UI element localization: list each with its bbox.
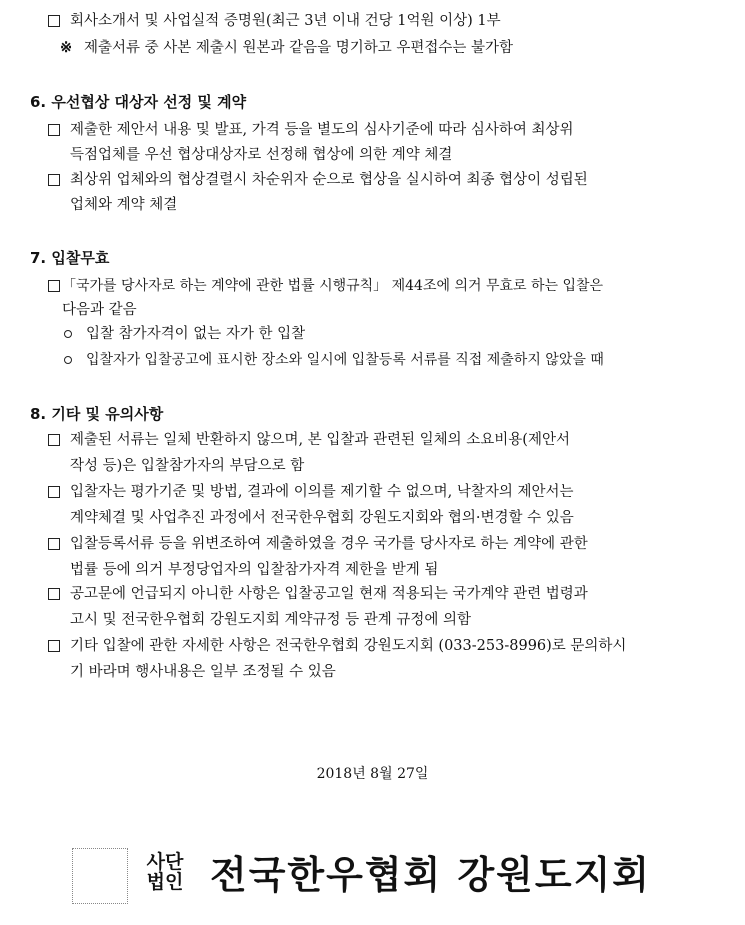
section8-item1-line1: 제출된 서류는 일체 반환하지 않으며, 본 입찰과 관련된 일체의 소요비용(제안서 [70, 432, 570, 448]
item-company-intro: 회사소개서 및 사업실적 증명원(최근 3년 이내 건당 1억원 이상) 1부 [70, 13, 501, 29]
checkbox-icon [48, 486, 60, 498]
section8-item4-line1: 공고문에 언급되지 아니한 사항은 입찰공고일 현재 적용되는 국가계약 관련 법령과 [70, 586, 588, 602]
circle-bullet-icon [64, 330, 72, 338]
section8-item1-line2: 작성 등)은 입찰참가자의 부담으로 함 [70, 458, 305, 474]
checkbox-icon [48, 538, 60, 550]
checkbox-icon [48, 15, 60, 27]
org-type-line2: 법인 [146, 871, 184, 893]
checkbox-icon [48, 124, 60, 136]
section8-item3-line2: 법률 등에 의거 부정당업자의 입찰참가자격 제한을 받게 됨 [70, 562, 439, 578]
section8-heading: 8. 기타 및 유의사항 [30, 405, 164, 423]
section7-subitem2: 입찰자가 입찰공고에 표시한 장소와 일시에 입찰등록 서류를 직접 제출하지 않았을 때 [86, 352, 604, 368]
section7-intro-line2: 다음과 같음 [62, 302, 137, 318]
checkbox-icon [48, 174, 60, 186]
section8-item5-line1: 기타 입찰에 관한 자세한 사항은 전국한우협회 강원도지회 (033-253-8996)로 문의하시 [70, 638, 627, 654]
section7-intro-line1: 「국가를 당사자로 하는 계약에 관한 법률 시행규칙」 제44조에 의거 무효로 하는 입찰은 [62, 278, 604, 294]
org-name: 전국한우협회 강원도지회 [210, 853, 652, 897]
checkbox-icon [48, 280, 60, 292]
section6-item2-line2: 업체와 계약 체결 [70, 197, 178, 213]
section6-heading: 6. 우선협상 대상자 선정 및 계약 [30, 93, 247, 111]
org-type-line1: 사단 [146, 851, 184, 873]
section7-heading: 7. 입찰무효 [30, 249, 110, 267]
checkbox-icon [48, 640, 60, 652]
seal-placeholder [72, 848, 128, 904]
document-date: 2018년 8월 27일 [316, 766, 429, 782]
circle-bullet-icon [64, 356, 72, 364]
checkbox-icon [48, 588, 60, 600]
note-text: 제출서류 중 사본 제출시 원본과 같음을 명기하고 우편접수는 불가함 [84, 40, 514, 56]
org-type-label [142, 852, 188, 892]
section6-item1-line1: 제출한 제안서 내용 및 발표, 가격 등을 별도의 심사기준에 따라 심사하여 최상위 [70, 122, 574, 138]
checkbox-icon [48, 434, 60, 446]
section8-item2-line1: 입찰자는 평가기준 및 방법, 결과에 이의를 제기할 수 없으며, 낙찰자의 제안서는 [70, 484, 574, 500]
section7-subitem1: 입찰 참가자격이 없는 자가 한 입찰 [86, 326, 306, 342]
note-mark: ※ [60, 39, 73, 56]
section6-item2-line1: 최상위 업체와의 협상결렬시 차순위자 순으로 협상을 실시하여 최종 협상이 성립된 [70, 172, 588, 188]
section8-item4-line2: 고시 및 전국한우협회 강원도지회 계약규정 등 관계 규정에 의함 [70, 612, 472, 628]
section8-item5-line2: 기 바라며 행사내용은 일부 조정될 수 있음 [70, 664, 336, 680]
section6-item1-line2: 득점업체를 우선 협상대상자로 선정해 협상에 의한 계약 체결 [70, 147, 453, 163]
section8-item3-line1: 입찰등록서류 등을 위변조하여 제출하였을 경우 국가를 당사자로 하는 계약에 관한 [70, 536, 588, 552]
section8-item2-line2: 계약체결 및 사업추진 과정에서 전국한우협회 강원도지회와 협의·변경할 수 있음 [70, 510, 574, 526]
